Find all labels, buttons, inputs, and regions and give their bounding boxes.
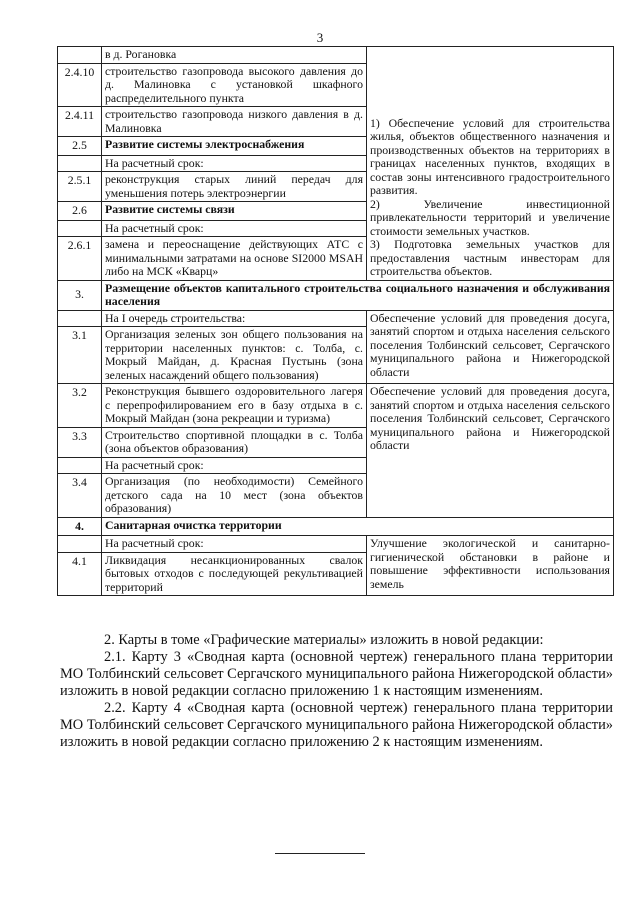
row-description: На I очередь строительства: — [102, 310, 367, 327]
body-paragraphs — [60, 632, 613, 751]
row-number: 3. — [58, 280, 102, 310]
row-number: 2.6.1 — [58, 237, 102, 281]
row-description: Строительство спортивной площадки в с. Толба (зона объектов образования) — [102, 427, 367, 457]
row-description: На расчетный срок: — [102, 155, 367, 172]
note-cell: Обеспечение условий для проведения досуга, занятий спортом и отдыха населения сельского поселения Толбинский сельсовет, Сергачского муниципального района и Нижегородской области — [367, 384, 614, 518]
row-number — [58, 47, 102, 64]
measures-table — [57, 46, 614, 596]
row-number: 4.1 — [58, 552, 102, 596]
row-description: На расчетный срок: — [102, 220, 367, 237]
row-number: 2.6 — [58, 202, 102, 221]
row-description: реконструкция старых линий передач для уменьшения потерь электроэнергии — [102, 172, 367, 202]
table-row — [58, 517, 614, 536]
section-heading: Развитие системы электроснабжения — [102, 137, 367, 156]
row-number: 3.3 — [58, 427, 102, 457]
row-number — [58, 155, 102, 172]
row-number: 3.1 — [58, 327, 102, 384]
section-heading: Развитие системы связи — [102, 202, 367, 221]
section-heading: Размещение объектов капитального строительства социального назначения и обслуживания населения — [102, 280, 614, 310]
row-description: строительство газопровода низкого давления в д. Малиновка — [102, 107, 367, 137]
table-row — [58, 384, 614, 428]
row-description: в д. Рогановка — [102, 47, 367, 64]
row-description: На расчетный срок: — [102, 536, 367, 553]
row-description: Реконструкция бывшего оздоровительного лагеря с перепрофилированием его в базу отдыха в с. Мокрый Майдан (зона рекреации и туризма) — [102, 384, 367, 428]
note-cell: Улучшение экологической и санитарно-гигиенической обстановки в районе и повышение эффективности использования земель — [367, 536, 614, 596]
row-description: замена и переоснащение действующих АТС с минимальными затратами на основе SI2000 MSAH либо на МСК «Кварц» — [102, 237, 367, 281]
row-number: 2.4.11 — [58, 107, 102, 137]
row-description: строительство газопровода высокого давления до д. Малиновка с установкой шкафного распределительного пункта — [102, 63, 367, 107]
row-number: 4. — [58, 517, 102, 536]
paragraph: 2. Карты в томе «Графические материалы» изложить в новой редакции: — [104, 632, 544, 648]
row-description: Ликвидация несанкционированных свалок бытовых отходов с последующей рекультивацией территорий — [102, 552, 367, 596]
table-row — [58, 536, 614, 553]
row-number: 3.2 — [58, 384, 102, 428]
row-description: На расчетный срок: — [102, 457, 367, 474]
row-number — [58, 310, 102, 327]
signature-line — [275, 853, 365, 854]
paragraph: 2.1. Карту 3 «Сводная карта (основной чертеж) генерального плана территории МО Толбинский сельсовет Сергачского муниципального района Нижегородской области» изложить в новой редакции согласно приложению 1 к настоящим изменениям. — [60, 649, 613, 699]
row-description: Организация (по необходимости) Семейного детского сада на 10 мест (зона объектов образования) — [102, 474, 367, 518]
table-row — [58, 280, 614, 310]
note-cell: Обеспечение условий для проведения досуга, занятий спортом и отдыха населения сельского поселения Толбинский сельсовет, Сергачского муниципального района и Нижегородской области — [367, 310, 614, 384]
row-description: Организация зеленых зон общего пользования на территории населенных пунктов: с. Толба, с. Мокрый Майдан, д. Красная Пустынь (зона зеленых насаждений общего пользования) — [102, 327, 367, 384]
row-number: 2.4.10 — [58, 63, 102, 107]
section-heading: Санитарная очистка территории — [102, 517, 614, 536]
row-number — [58, 457, 102, 474]
paragraph: 2.2. Карту 4 «Сводная карта (основной чертеж) генерального плана территории МО Толбинский сельсовет Сергачского муниципального района Нижегородской области» изложить в новой редакции согласно приложению 2 к настоящим изменениям. — [60, 700, 613, 750]
row-number — [58, 220, 102, 237]
row-number: 2.5.1 — [58, 172, 102, 202]
note-cell: 1) Обеспечение условий для строительства жилья, объектов общественного назначения и производственных объектов на территориях в границах населенных пунктов, входящих в состав зоны интенсивного градостроительного развития. 2) Увеличение инвестиционной привлекательности территорий и увеличение стоимости земельных участков. 3) Подготовка земельных участков для предоставления частным инвесторам для строительства объектов. — [367, 47, 614, 281]
row-number: 2.5 — [58, 137, 102, 156]
row-number — [58, 536, 102, 553]
page-number: 3 — [316, 30, 324, 45]
table-row — [58, 47, 614, 64]
table-row — [58, 310, 614, 327]
row-number: 3.4 — [58, 474, 102, 518]
